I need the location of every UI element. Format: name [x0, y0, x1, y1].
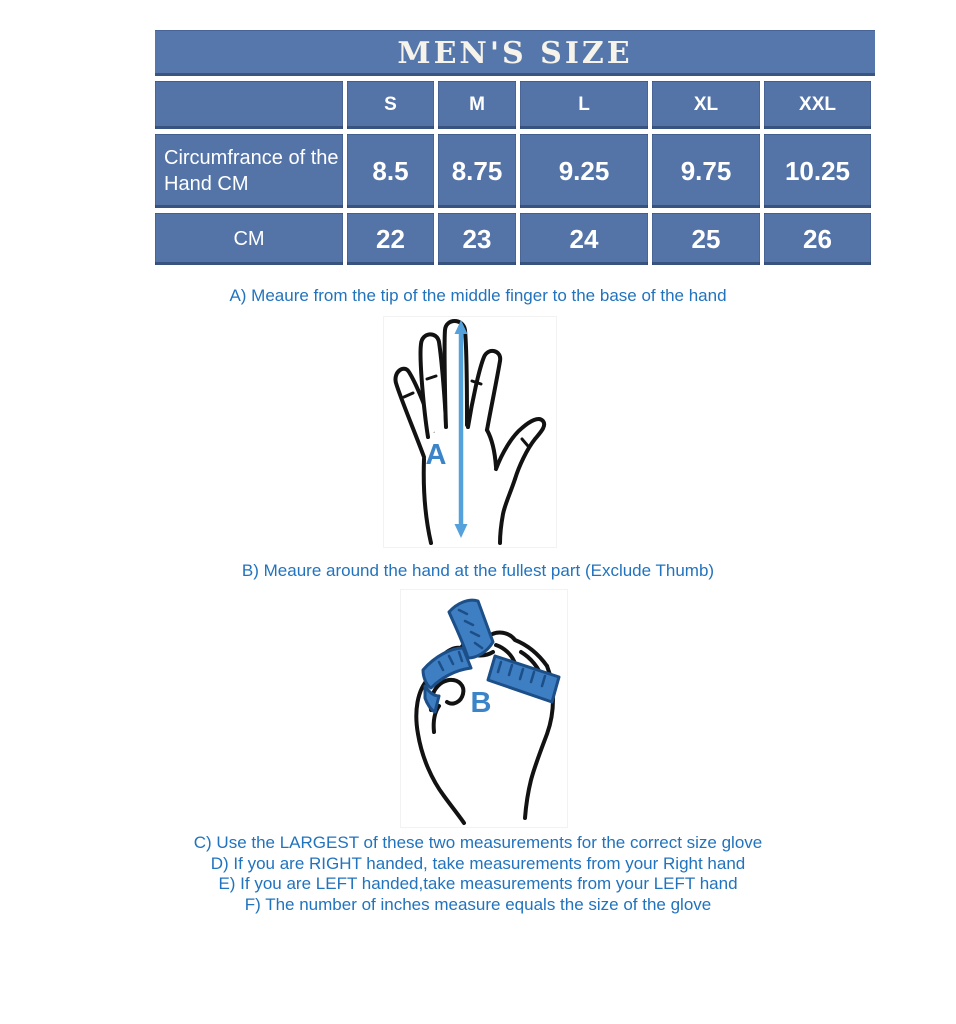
corner-cell: [155, 81, 343, 129]
size-col-m: M: [438, 81, 516, 129]
circumference-xl: 9.75: [652, 134, 760, 208]
instruction-a: A) Meaure from the tip of the middle finger to the base of the hand: [229, 286, 727, 305]
circumference-s: 8.5: [347, 134, 434, 208]
instruction-b: B) Meaure around the hand at the fullest part (Exclude Thumb): [241, 561, 715, 580]
label-b: B: [470, 687, 492, 719]
label-a: A: [425, 439, 447, 471]
notes-block: [0, 833, 956, 915]
cm-s: 22: [347, 213, 434, 265]
size-col-xxl: XXL: [764, 81, 871, 129]
size-col-xl: XL: [652, 81, 760, 129]
mens-size-table: [155, 30, 875, 265]
size-col-s: S: [347, 81, 434, 129]
circumference-m: 8.75: [438, 134, 516, 208]
cm-xxl: 26: [764, 213, 871, 265]
instruction-e: E) If you are LEFT handed,take measurements from your LEFT hand: [218, 874, 738, 894]
instruction-c: C) Use the LARGEST of these two measurements for the correct size glove: [193, 833, 763, 852]
hand-length-figure: [383, 316, 557, 548]
table-title: MEN'S SIZE: [155, 30, 875, 76]
instruction-d: D) If you are RIGHT handed, take measurements from your Right hand: [210, 853, 746, 873]
cm-xl: 25: [652, 213, 760, 265]
circumference-l: 9.25: [520, 134, 648, 208]
fist-illustration: [401, 590, 567, 827]
instruction-f: F) The number of inches measure equals the size of the glove: [244, 894, 712, 914]
size-grid: [155, 81, 875, 265]
size-col-l: L: [520, 81, 648, 129]
fist-circumference-figure: [400, 589, 568, 828]
row-label-cm: CM: [155, 213, 343, 265]
cm-m: 23: [438, 213, 516, 265]
cm-l: 24: [520, 213, 648, 265]
row-label-circumference: Circumfrance of the Hand CM: [155, 134, 343, 208]
open-hand-illustration: [384, 317, 556, 547]
circumference-xxl: 10.25: [764, 134, 871, 208]
